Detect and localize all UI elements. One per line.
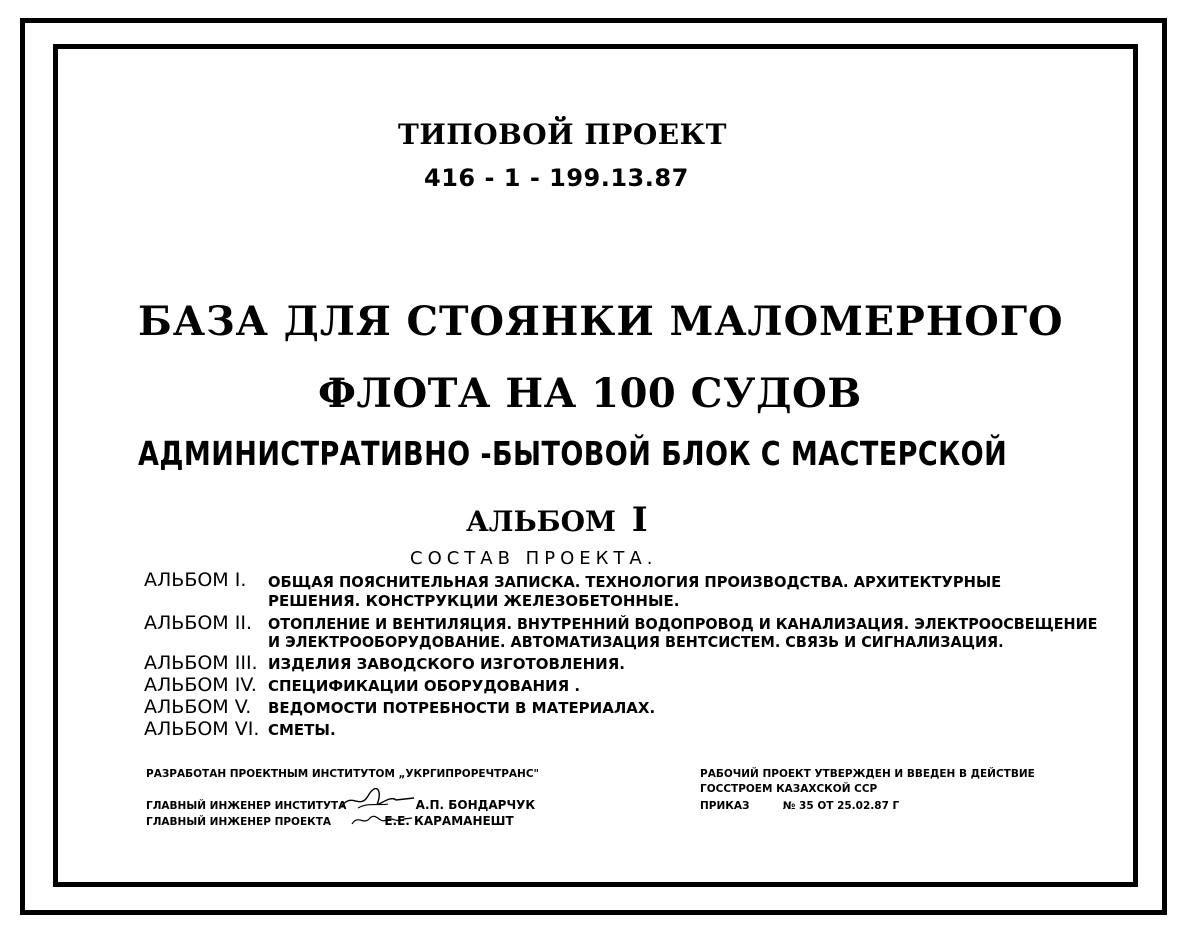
- album-item-text: И ЭЛЕКТРООБОРУДОВАНИЕ. АВТОМАТИЗАЦИЯ ВЕНТСИСТЕМ. СВЯЗЬ И СИГНАЛИЗАЦИЯ.: [268, 633, 1004, 651]
- approval-order-label: ПРИКАЗ: [700, 800, 750, 812]
- approval-order-value: № 35 ОТ 25.02.87 Г: [782, 800, 900, 812]
- title-line-1: БАЗА ДЛЯ СТОЯНКИ МАЛОМЕРНОГО: [138, 298, 1064, 345]
- project-type-label: ТИПОВОЙ ПРОЕКТ: [398, 118, 727, 151]
- album-heading: [466, 500, 648, 540]
- approval-line-2: ГОССТРОЕМ КАЗАХСКОЙ ССР: [700, 783, 878, 795]
- approval-line-1: РАБОЧИЙ ПРОЕКТ УТВЕРЖДЕН И ВВЕДЕН В ДЕЙСТВИЕ: [700, 768, 1035, 780]
- album-item-text: ОБЩАЯ ПОЯСНИТЕЛЬНАЯ ЗАПИСКА. ТЕХНОЛОГИЯ ПРОИЗВОДСТВА. АРХИТЕКТУРНЫЕ: [268, 573, 1002, 591]
- title-line-3: АДМИНИСТРАТИВНО -БЫТОВОЙ БЛОК С МАСТЕРСКОЙ: [138, 434, 1008, 473]
- album-item-label: АЛЬБОМ V.: [144, 696, 252, 718]
- signature-bondarchuk: [338, 788, 418, 812]
- album-item-label: АЛЬБОМ III.: [144, 652, 258, 674]
- album-item-text: СМЕТЫ.: [268, 721, 336, 739]
- chief-engineer-institute-label: ГЛАВНЫЙ ИНЖЕНЕР ИНСТИТУТА: [146, 800, 347, 812]
- album-number: I: [631, 500, 648, 540]
- album-item-label: АЛЬБОМ I.: [144, 569, 247, 591]
- album-item-label: АЛЬБОМ VI.: [144, 718, 260, 740]
- album-item-text: ИЗДЕЛИЯ ЗАВОДСКОГО ИЗГОТОВЛЕНИЯ.: [268, 655, 625, 673]
- chief-engineer-institute-name: А.П. БОНДАРЧУК: [415, 798, 536, 812]
- title-line-2: ФЛОТА НА 100 СУДОВ: [318, 370, 862, 417]
- album-label: АЛЬБОМ: [466, 505, 616, 538]
- developed-by: РАЗРАБОТАН ПРОЕКТНЫМ ИНСТИТУТОМ „УКРГИПРОРЕЧТРАНС": [146, 768, 540, 780]
- chief-engineer-project-row: [146, 814, 514, 828]
- signature-karamanesht: [350, 810, 414, 830]
- approval-order-row: [700, 800, 899, 812]
- album-item-text: ВЕДОМОСТИ ПОТРЕБНОСТИ В МАТЕРИАЛАХ.: [268, 699, 656, 717]
- album-item-text: РЕШЕНИЯ. КОНСТРУКЦИИ ЖЕЛЕЗОБЕТОННЫЕ.: [268, 592, 680, 610]
- contents-heading: СОСТАВ ПРОЕКТА.: [410, 548, 658, 569]
- album-item-text: ОТОПЛЕНИЕ И ВЕНТИЛЯЦИЯ. ВНУТРЕННИЙ ВОДОПРОВОД И КАНАЛИЗАЦИЯ. ЭЛЕКТРООСВЕЩЕНИЕ: [268, 615, 1098, 633]
- project-code: 416 - 1 - 199.13.87: [424, 164, 689, 192]
- album-item-text: СПЕЦИФИКАЦИИ ОБОРУДОВАНИЯ .: [268, 677, 581, 695]
- album-item-label: АЛЬБОМ IV.: [144, 674, 257, 696]
- chief-engineer-project-label: ГЛАВНЫЙ ИНЖЕНЕР ПРОЕКТА: [146, 816, 332, 828]
- chief-engineer-project-name: Е.Е. КАРАМАНЕШТ: [384, 814, 514, 828]
- album-item-label: АЛЬБОМ II.: [144, 612, 252, 634]
